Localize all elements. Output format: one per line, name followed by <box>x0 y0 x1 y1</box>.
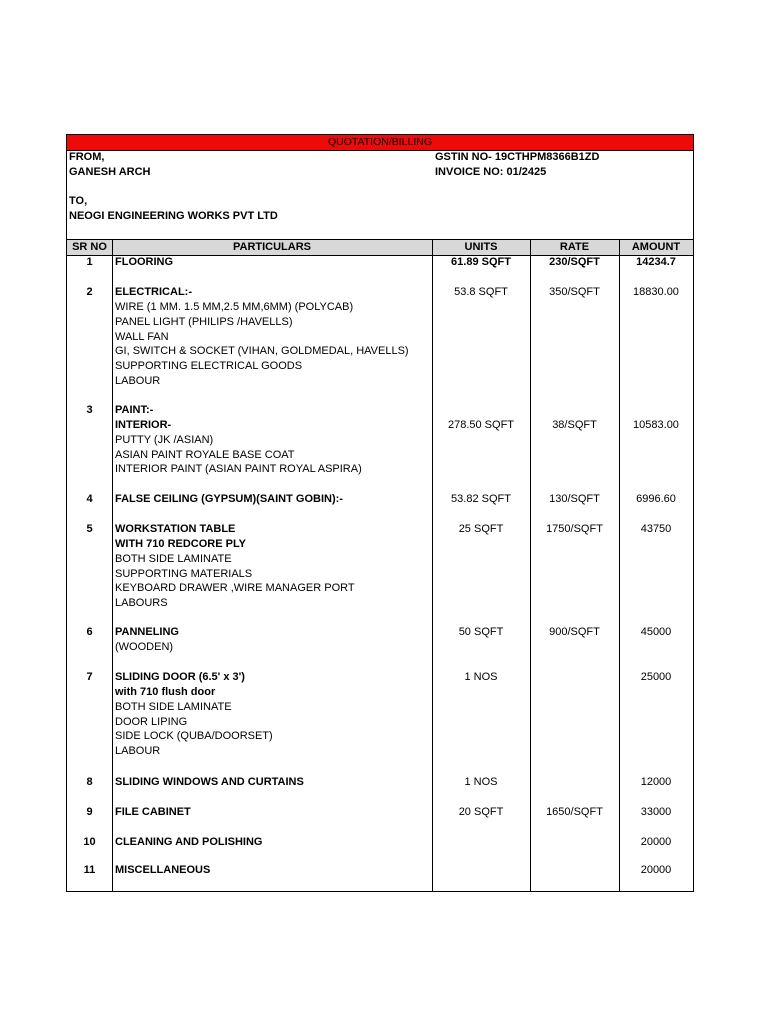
from-name: GANESH ARCH <box>69 166 151 178</box>
row-sr-no: 8 <box>86 776 93 788</box>
column-divider <box>530 240 531 891</box>
from-label: FROM, <box>69 151 105 163</box>
row-item-title: WORKSTATION TABLE <box>115 523 236 535</box>
invoice-number: INVOICE NO: 01/2425 <box>435 166 547 178</box>
row-item-detail: BOTH SIDE LAMINATE <box>115 552 232 565</box>
row-item-title: SLIDING WINDOWS AND CURTAINS <box>115 776 304 788</box>
col-header-units: UNITS <box>464 241 498 253</box>
row-amount: 14234.7 <box>636 256 676 268</box>
row-item-title: ELECTRICAL:- <box>115 286 192 298</box>
document-title: QUOTATION/BILLING <box>67 135 693 151</box>
row-sr-no: 10 <box>83 836 96 848</box>
row-item-detail: (WOODEN) <box>115 640 174 653</box>
row-item-detail: ASIAN PAINT ROYALE BASE COAT <box>115 448 295 461</box>
row-units: 1 NOS <box>464 671 498 683</box>
row-rate: 900/SQFT <box>549 626 600 638</box>
row-item-title: CLEANING AND POLISHING <box>115 836 263 848</box>
row-amount: 18830.00 <box>633 286 679 298</box>
row-sr-no: 3 <box>86 404 93 416</box>
row-sr-no: 7 <box>86 671 93 683</box>
row-sr-no: 11 <box>83 864 96 876</box>
row-rate: 350/SQFT <box>549 286 600 298</box>
row-item-detail: LABOUR <box>115 375 161 388</box>
row-units: 1 NOS <box>464 776 498 788</box>
column-header-row <box>67 240 693 256</box>
row-amount: 20000 <box>640 836 672 848</box>
column-divider <box>112 240 113 891</box>
row-rate: 230/SQFT <box>549 256 600 268</box>
row-item-detail: WALL FAN <box>115 330 169 343</box>
row-units: 20 SQFT <box>458 806 504 818</box>
row-rate: 1750/SQFT <box>546 523 603 535</box>
row-item-detail: SUPPORTING ELECTRICAL GOODS <box>115 360 303 373</box>
row-item-detail: SUPPORTING MATERIALS <box>115 567 253 580</box>
row-units: 53.8 SQFT <box>454 286 508 298</box>
row-sr-no: 5 <box>86 523 93 535</box>
col-header-sr-no: SR NO <box>72 241 107 253</box>
gstin-number: GSTIN NO- 19CTHPM8366B1ZD <box>435 151 600 163</box>
row-units: 61.89 SQFT <box>451 256 511 268</box>
row-amount: 12000 <box>640 776 672 788</box>
quotation-sheet <box>66 134 694 892</box>
row-item-detail: LABOURS <box>115 597 168 610</box>
row-amount: 10583.00 <box>633 418 679 431</box>
to-name: NEOGI ENGINEERING WORKS PVT LTD <box>69 210 278 222</box>
row-item-detail: INTERIOR- <box>115 418 172 431</box>
row-sr-no: 6 <box>86 626 93 638</box>
row-units: 53.82 SQFT <box>451 493 511 505</box>
row-item-title: FILE CABINET <box>115 806 191 818</box>
row-item-detail: SIDE LOCK (QUBA/DOORSET) <box>115 730 273 743</box>
col-header-rate: RATE <box>559 241 590 253</box>
row-item-title: PAINT:- <box>115 404 154 416</box>
column-divider <box>619 240 620 891</box>
row-item-title: PANNELING <box>115 626 179 638</box>
row-amount: 6996.60 <box>636 493 676 505</box>
row-item-title: FLOORING <box>115 256 174 268</box>
row-units: 278.50 SQFT <box>447 418 515 431</box>
row-item-detail: BOTH SIDE LAMINATE <box>115 700 232 713</box>
row-sr-no: 9 <box>86 806 93 818</box>
row-sr-no: 4 <box>86 493 93 505</box>
row-item-detail: with 710 flush door <box>115 685 216 698</box>
row-amount: 43750 <box>640 523 672 535</box>
row-rate: 130/SQFT <box>549 493 600 505</box>
column-divider <box>432 240 433 891</box>
row-item-detail: PANEL LIGHT (PHILIPS /HAVELLS) <box>115 315 293 328</box>
row-item-detail: WIRE (1 MM. 1.5 MM,2.5 MM,6MM) (POLYCAB) <box>115 300 354 313</box>
row-amount: 25000 <box>640 671 672 683</box>
row-units: 50 SQFT <box>458 626 504 638</box>
row-item-detail: KEYBOARD DRAWER ,WIRE MANAGER PORT <box>115 582 355 595</box>
row-item-detail: DOOR LIPING <box>115 715 188 728</box>
row-item-title: FALSE CEILING (GYPSUM)(SAINT GOBIN):- <box>115 493 343 505</box>
row-item-detail: LABOUR <box>115 745 161 758</box>
row-amount: 33000 <box>640 806 672 818</box>
row-units: 25 SQFT <box>458 523 504 535</box>
col-header-amount: AMOUNT <box>631 241 681 253</box>
row-sr-no: 1 <box>86 256 93 268</box>
row-rate: 38/SQFT <box>552 418 597 431</box>
to-label: TO, <box>69 195 88 207</box>
row-amount: 20000 <box>640 864 672 876</box>
row-item-detail: INTERIOR PAINT (ASIAN PAINT ROYAL ASPIRA) <box>115 463 362 476</box>
row-rate: 1650/SQFT <box>546 806 603 818</box>
row-item-detail: WITH 710 REDCORE PLY <box>115 537 247 550</box>
row-item-title: SLIDING DOOR (6.5' x 3') <box>115 671 245 683</box>
row-sr-no: 2 <box>86 286 93 298</box>
col-header-particulars: PARTICULARS <box>232 241 311 253</box>
row-item-detail: PUTTY (JK /ASIAN) <box>115 433 214 446</box>
row-amount: 45000 <box>640 626 672 638</box>
row-item-title: MISCELLANEOUS <box>115 864 211 876</box>
row-item-detail: GI, SWITCH & SOCKET (VIHAN, GOLDMEDAL, HAVELLS) <box>115 345 409 358</box>
